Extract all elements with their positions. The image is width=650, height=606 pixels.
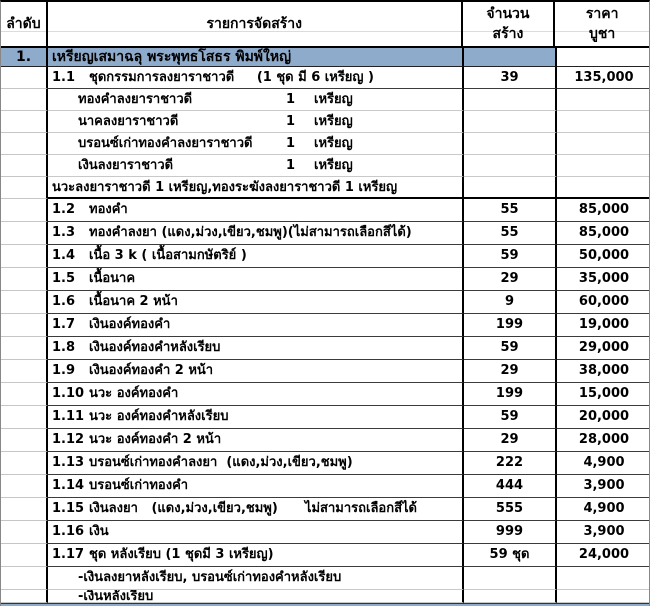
row-label: เงิน <box>89 524 109 539</box>
table-header-row <box>1 2 649 48</box>
row-qty: 29 <box>464 429 557 452</box>
table-row <box>1 199 650 222</box>
table-subrow <box>1 111 650 133</box>
row-qty: 199 <box>464 383 557 406</box>
header-quantity <box>463 2 556 46</box>
row-label: นวะ องค์ทองคำ 2 หน้า <box>89 432 222 447</box>
row-number: 1.11 <box>52 409 85 424</box>
row-qty: 39 <box>464 67 557 89</box>
table-row <box>1 314 650 337</box>
subrow-unit: เหรียญ <box>314 114 353 129</box>
table-subrow <box>1 155 650 177</box>
row-label: เนื้อ 3 k ( เนื้อสามกษัตริย์ ) <box>89 248 247 263</box>
row-number: 1.3 <box>52 225 76 240</box>
row-label: ชุดกรรมการลงยาราชาวดี (1 ชุด มี 6 เหรียญ ) <box>89 70 374 85</box>
row-qty: 444 <box>464 475 557 498</box>
table-row <box>1 337 650 360</box>
row-price: 20,000 <box>557 406 650 429</box>
note-label: -เงินลงยาหลังเรียบ, บรอนซ์เก่าทองคำหลังเรียบ <box>78 570 342 585</box>
table-row <box>1 268 650 291</box>
row-label: บรอนซ์เก่าทองคำลงยา (แดง,ม่วง,เขียว,ชมพู) <box>89 455 353 470</box>
subrow-unit: เหรียญ <box>314 136 353 151</box>
row-qty: 59 <box>464 406 557 429</box>
table-row <box>1 383 650 406</box>
row-price: 24,000 <box>557 544 650 567</box>
table-row <box>1 67 650 89</box>
row-number: 1.9 <box>52 363 76 378</box>
row-price: 50,000 <box>557 245 650 268</box>
row-price: 85,000 <box>557 199 650 222</box>
table-row <box>1 429 650 452</box>
row-qty: 55 <box>464 222 557 245</box>
note-label: นวะลงยาราชาวดี 1 เหรียญ,ทองระฆังลงยาราชาวดี 1 เหรียญ <box>52 180 398 195</box>
row-label: เงินองค์ทองคำ <box>89 317 171 332</box>
row-qty: 222 <box>464 452 557 475</box>
section-number: 1. <box>1 48 48 67</box>
table-row <box>1 544 650 567</box>
row-label: เงินลงยา (แดง,ม่วง,เขียว,ชมพู) ไม่สามารถเลือกสีได้ <box>89 501 418 516</box>
table-subrow <box>1 89 650 111</box>
row-qty: 59 ชุด <box>464 544 557 567</box>
row-number: 1.17 <box>52 547 85 562</box>
row-number: 1.10 <box>52 386 85 401</box>
row-qty: 9 <box>464 291 557 314</box>
row-qty: 555 <box>464 498 557 521</box>
row-label: เงินองค์ทองคำ 2 หน้า <box>89 363 214 378</box>
row-price: 3,900 <box>557 475 650 498</box>
table-note-row <box>1 590 650 603</box>
row-qty: 999 <box>464 521 557 544</box>
row-price: 85,000 <box>557 222 650 245</box>
table-row <box>1 498 650 521</box>
table-row <box>1 291 650 314</box>
table-row <box>1 475 650 498</box>
row-price: 15,000 <box>557 383 650 406</box>
row-number: 1.7 <box>52 317 76 332</box>
header-item: รายการจัดสร้าง <box>48 2 463 46</box>
row-price: 3,900 <box>557 521 650 544</box>
row-price: 38,000 <box>557 360 650 383</box>
subrow-label: ทองคำลงยาราชาวดี <box>78 92 193 107</box>
table-note-row <box>1 177 650 199</box>
row-label: ทองคำ <box>89 202 128 217</box>
section-header-row <box>1 48 650 67</box>
row-number: 1.2 <box>52 202 76 217</box>
row-qty: 55 <box>464 199 557 222</box>
row-price: 4,900 <box>557 498 650 521</box>
row-label: เงินองค์ทองคำหลังเรียบ <box>89 340 221 355</box>
row-number: 1.14 <box>52 478 85 493</box>
subrow-unit: เหรียญ <box>314 92 353 107</box>
row-label: เนื้อนาค 2 หน้า <box>89 294 178 309</box>
note-label: -เงินหลังเรียบ <box>78 590 154 603</box>
section-price-cell <box>557 48 650 67</box>
subrow-count: 1 <box>286 158 296 173</box>
header-quantity-line1: จำนวน <box>486 6 530 22</box>
header-quantity-line2: สร้าง <box>492 26 524 42</box>
table-note-row <box>1 567 650 590</box>
table-row <box>1 452 650 475</box>
table-row <box>1 245 650 268</box>
section-title: เหรียญเสมาฉลุ พระพุทธโสธร พิมพ์ใหญ่ <box>48 48 464 67</box>
row-number: 1.15 <box>52 501 85 516</box>
row-number: 1.6 <box>52 294 76 309</box>
subrow-count: 1 <box>286 114 296 129</box>
header-price-line1: ราคา <box>585 6 619 22</box>
row-number: 1.16 <box>52 524 85 539</box>
table-row <box>1 360 650 383</box>
table-subrow <box>1 133 650 155</box>
subrow-count: 1 <box>286 92 296 107</box>
row-price: 28,000 <box>557 429 650 452</box>
header-order: ลำดับ <box>1 2 48 46</box>
table-row <box>1 222 650 245</box>
row-number: 1.1 <box>52 70 76 85</box>
row-label: ทองคำลงยา (แดง,ม่วง,เขียว,ชมพู)(ไม่สามารถเลือกสีได้) <box>89 225 412 240</box>
subrow-label: นาคลงยาราชาวดี <box>78 114 179 129</box>
row-qty: 29 <box>464 268 557 291</box>
row-label: เนื้อนาค <box>89 271 136 286</box>
row-label: ชุด หลังเรียบ (1 ชุดมี 3 เหรียญ) <box>89 547 274 562</box>
table-row <box>1 521 650 544</box>
row-price: 4,900 <box>557 452 650 475</box>
subrow-label: เงินลงยาราชาวดี <box>78 158 174 173</box>
row-label: นวะ องค์ทองคำ <box>89 386 179 401</box>
header-price <box>555 2 649 46</box>
row-qty: 199 <box>464 314 557 337</box>
row-price: 35,000 <box>557 268 650 291</box>
row-price: 60,000 <box>557 291 650 314</box>
row-price: 19,000 <box>557 314 650 337</box>
row-number: 1.12 <box>52 432 85 447</box>
row-number: 1.8 <box>52 340 76 355</box>
row-label: บรอนซ์เก่าทองคำ <box>89 478 189 493</box>
table-row <box>1 406 650 429</box>
subrow-count: 1 <box>286 136 296 151</box>
row-price: 135,000 <box>557 67 650 89</box>
section-qty-cell <box>464 48 557 67</box>
row-label: นวะ องค์ทองคำหลังเรียบ <box>89 409 229 424</box>
row-qty: 29 <box>464 360 557 383</box>
subrow-label: บรอนซ์เก่าทองคำลงยาราชาวดี <box>78 136 253 151</box>
row-qty: 59 <box>464 337 557 360</box>
row-number: 1.4 <box>52 248 76 263</box>
subrow-unit: เหรียญ <box>314 158 353 173</box>
header-price-line2: บูชา <box>589 26 616 42</box>
row-number: 1.13 <box>52 455 85 470</box>
row-number: 1.5 <box>52 271 76 286</box>
row-price: 29,000 <box>557 337 650 360</box>
row-qty: 59 <box>464 245 557 268</box>
